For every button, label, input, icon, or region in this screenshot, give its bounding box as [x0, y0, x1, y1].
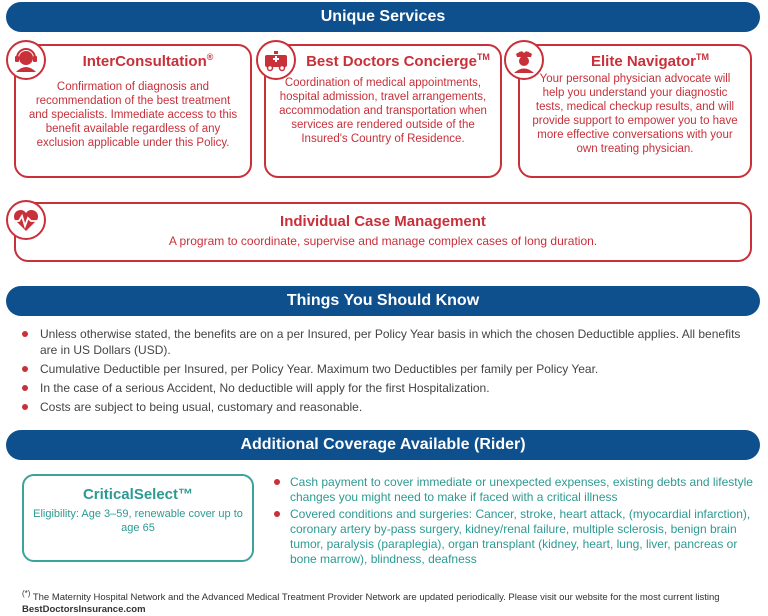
elite-navigator-title: Elite Navigator™	[590, 52, 710, 70]
list-item: Cash payment to cover immediate or unexpected expenses, existing debts and lifestyle changes you might need to make if faced with a critical illness	[272, 475, 760, 505]
critical-select-title: CriticalSelect™	[82, 486, 194, 503]
list-item: Covered conditions and surgeries: Cancer, stroke, heart attack, (myocardial infarction), coronary artery by-pass surgery, kidney/renal failure, multiple sclerosis, benign brain tumor, paralysis (paraplegia), organ transplant (kidney, heart, lung, liver, pancreas or bone marrow), blindness, deafness	[272, 507, 760, 567]
interconsultation-desc: Confirmation of diagnosis and recommendation of the best treatment and specialists. Immediate access to this benefit available regardless of any exclusion applicable under this Policy.	[28, 81, 238, 149]
additional-coverage-banner: Additional Coverage Available (Rider)	[6, 430, 760, 460]
case-management-desc: A program to coordinate, supervise and manage complex cases of long duration.	[168, 234, 598, 248]
ambulance-icon	[256, 40, 296, 80]
unique-services-banner: Unique Services	[6, 2, 760, 32]
footnote	[22, 588, 758, 616]
list-item: Costs are subject to being usual, customary and reasonable.	[16, 399, 756, 415]
things-to-know-list	[16, 326, 756, 418]
footnote-text: The Maternity Hospital Network and the Advanced Medical Treatment Provider Network are updated periodically. Please visit our website for the most current listing	[32, 592, 720, 604]
nurse-icon	[504, 40, 544, 80]
interconsultation-card	[14, 44, 252, 178]
case-management-card	[14, 202, 752, 262]
concierge-title: Best Doctors Concierge™	[306, 52, 490, 70]
things-to-know-banner: Things You Should Know	[6, 286, 760, 316]
footnote-mark: (*)	[22, 589, 31, 598]
headset-doctor-icon	[6, 40, 46, 80]
elite-navigator-card	[518, 44, 752, 178]
website-link[interactable]: BestDoctorsInsurance.com	[22, 604, 146, 616]
interconsultation-title: InterConsultation®	[82, 52, 214, 70]
list-item: Unless otherwise stated, the benefits are on a per Insured, per Policy Year basis in which the chosen Deductible applies. All benefits are in US Dollars (USD).	[16, 326, 756, 358]
list-item: In the case of a serious Accident, No deductible will apply for the first Hospitalization.	[16, 380, 756, 396]
coverage-list	[272, 475, 760, 569]
critical-select-eligibility: Eligibility: Age 3–59, renewable cover up to age 65	[33, 508, 243, 534]
case-management-title: Individual Case Management	[280, 213, 486, 230]
concierge-desc: Coordination of medical appointments, hospital admission, travel arrangements, accommodation and transportation when services are rendered outside of the Insured's Country of Residence.	[279, 77, 487, 145]
list-item: Cumulative Deductible per Insured, per Policy Year. Maximum two Deductibles per family per Policy Year.	[16, 361, 756, 377]
elite-navigator-desc: Your personal physician advocate will help you understand your diagnostic tests, medical checkup results, and will provide support to empower you to have more effective conversations with your own treating physician.	[532, 73, 738, 155]
heartbeat-icon	[6, 200, 46, 240]
critical-select-card	[22, 474, 254, 562]
concierge-card	[264, 44, 502, 178]
